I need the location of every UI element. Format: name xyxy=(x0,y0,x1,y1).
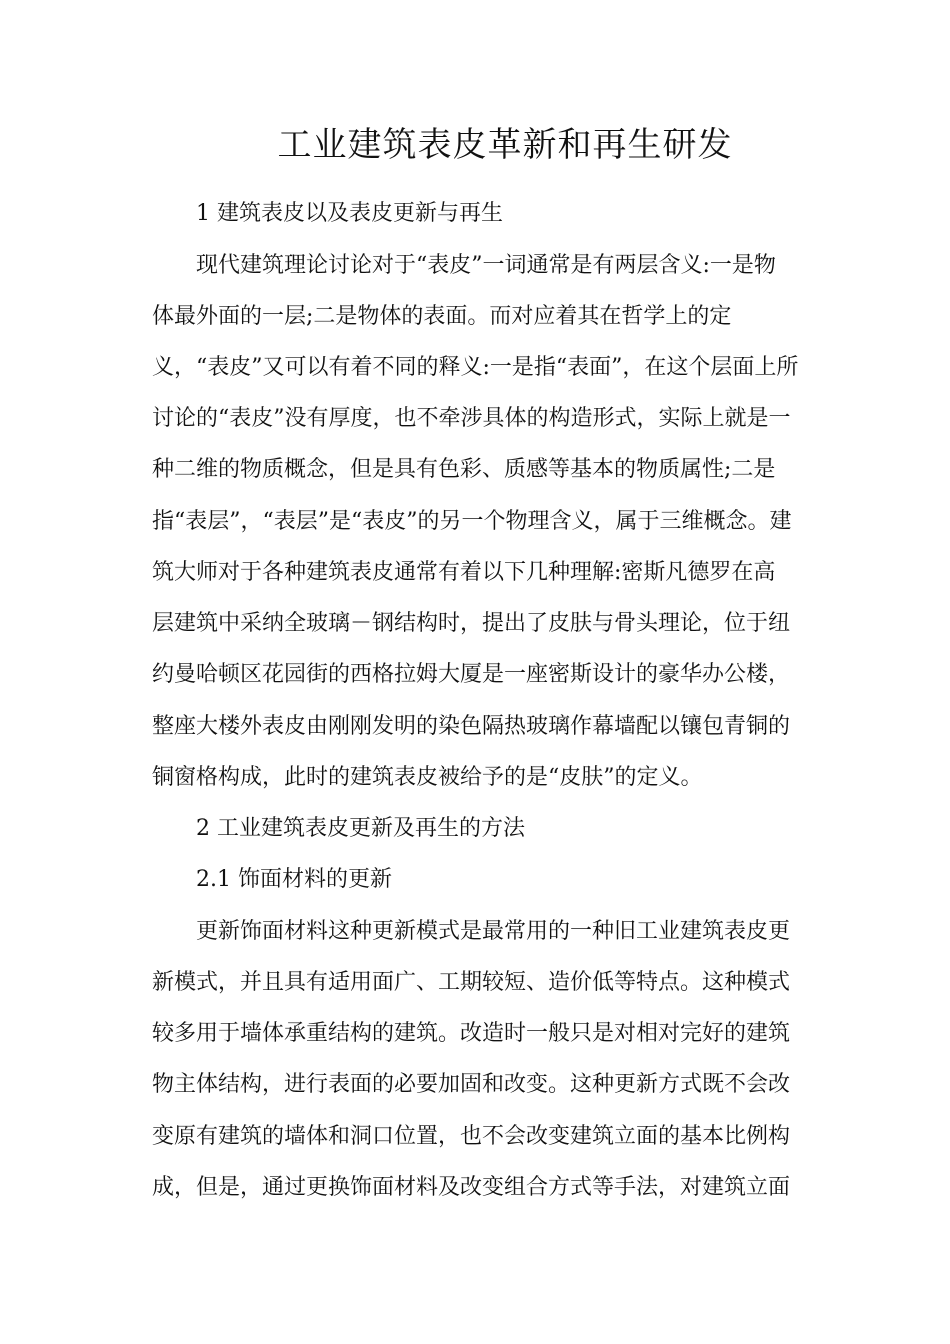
paragraph-line: 整座大楼外表皮由刚刚发明的染色隔热玻璃作幕墙配以镶包青铜的 xyxy=(152,714,791,739)
subsection-heading: 2.1 饰面材料的更新 xyxy=(196,867,392,892)
paragraph-line: 新模式，并且具有适用面广、工期较短、造价低等特点。这种模式 xyxy=(152,970,791,995)
paragraph-line: 体最外面的一层;二是物体的表面。而对应着其在哲学上的定 xyxy=(152,304,732,329)
paragraph-line: 变原有建筑的墙体和洞口位置，也不会改变建筑立面的基本比例构 xyxy=(152,1124,791,1149)
section-heading: 1 建筑表皮以及表皮更新与再生 xyxy=(196,201,503,226)
paragraph-line: 筑大师对于各种建筑表皮通常有着以下几种理解:密斯凡德罗在高 xyxy=(152,560,776,585)
paragraph-line: 较多用于墙体承重结构的建筑。改造时一般只是对相对完好的建筑 xyxy=(152,1021,791,1046)
paragraph-line: 种二维的物质概念，但是具有色彩、质感等基本的物质属性;二是 xyxy=(152,457,776,482)
paragraph-line: 约曼哈顿区花园街的西格拉姆大厦是一座密斯设计的豪华办公楼， xyxy=(152,662,791,687)
paragraph-line: 成，但是，通过更换饰面材料及改变组合方式等手法，对建筑立面 xyxy=(152,1175,791,1200)
section-heading: 2 工业建筑表皮更新及再生的方法 xyxy=(196,816,525,841)
paragraph-line: 物主体结构，进行表面的必要加固和改变。这种更新方式既不会改 xyxy=(152,1072,791,1097)
paragraph-line: 现代建筑理论讨论对于“表皮”一词通常是有两层含义:一是物 xyxy=(196,253,776,278)
paragraph-line: 层建筑中采纳全玻璃－钢结构时，提出了皮肤与骨头理论，位于纽 xyxy=(152,611,791,636)
paragraph-line: 更新饰面材料这种更新模式是最常用的一种旧工业建筑表皮更 xyxy=(196,919,791,944)
paragraph-line: 指“表层”，“表层”是“表皮”的另一个物理含义，属于三维概念。建 xyxy=(152,509,792,534)
document-title: 工业建筑表皮革新和再生研发 xyxy=(277,125,733,165)
paragraph-line: 讨论的“表皮”没有厚度，也不牵涉具体的构造形式，实际上就是一 xyxy=(152,406,791,431)
paragraph-line: 铜窗格构成，此时的建筑表皮被给予的是“皮肤”的定义。 xyxy=(152,765,703,790)
paragraph-line: 义，“表皮”又可以有着不同的释义:一是指“表面”，在这个层面上所 xyxy=(152,355,799,380)
